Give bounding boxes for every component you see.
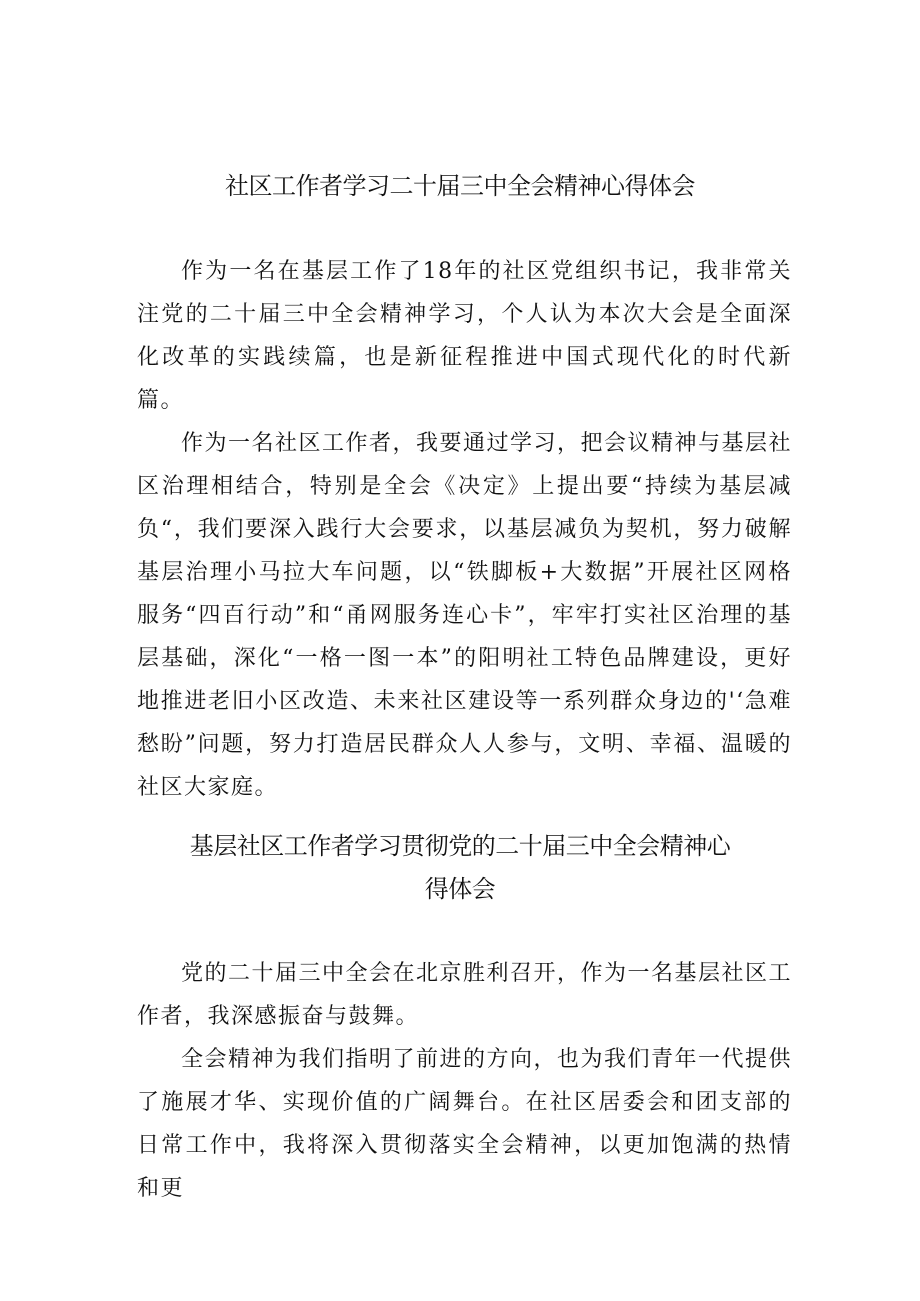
- article-2-title-line-1: 基层社区工作者学习贯彻党的二十届三中全会精神心: [189, 832, 731, 860]
- article-1-paragraph-2: 作为一名社区工作者，我要通过学习，把会议精神与基层社区治理相结合，特别是全会《决定》上提出要“持续为基层减负“，我们要深入践行大会要求，以基层减负为契机，努力破解基层治理小马拉大车问题，以“铁脚板+大数据”开展社区网格服务“四百行动”和“甬网服务连心卡”，牢牢打实社区治理的基层基础，深化“一格一图一本”的阳明社工特色品牌建设，更好地推进老旧小区改造、未来社区建设等一系列群众身边的'‘急难愁盼”问题，努力打造居民群众人人参与，文明、幸福、温暖的社区大家庭。: [137, 431, 793, 800]
- article-2-title: [150, 825, 770, 911]
- article-2-title-line-2: 得体会: [424, 875, 496, 903]
- article-2-paragraph-1: 党的二十届三中全会在北京胜利召开，作为一名基层社区工作者，我深感振奋与鼓舞。: [137, 961, 793, 1029]
- article-2-paragraph-2: 全会精神为我们指明了前进的方向，也为我们青年一代提供了施展才华、实现价值的广阔舞台。在社区居委会和团支部的日常工作中，我将深入贯彻落实全会精神，以更加饱满的热情和更: [137, 1047, 793, 1201]
- article-1-paragraph-1: 作为一名在基层工作了18年的社区党组织书记，我非常关注党的二十届三中全会精神学习，个人认为本次大会是全面深化改革的实践续篇，也是新征程推进中国式现代化的时代新篇。: [137, 259, 792, 413]
- article-2-body: [137, 952, 792, 1210]
- article-1-title: 社区工作者学习二十届三中全会精神心得体会: [225, 172, 695, 200]
- article-1-body: [137, 250, 792, 809]
